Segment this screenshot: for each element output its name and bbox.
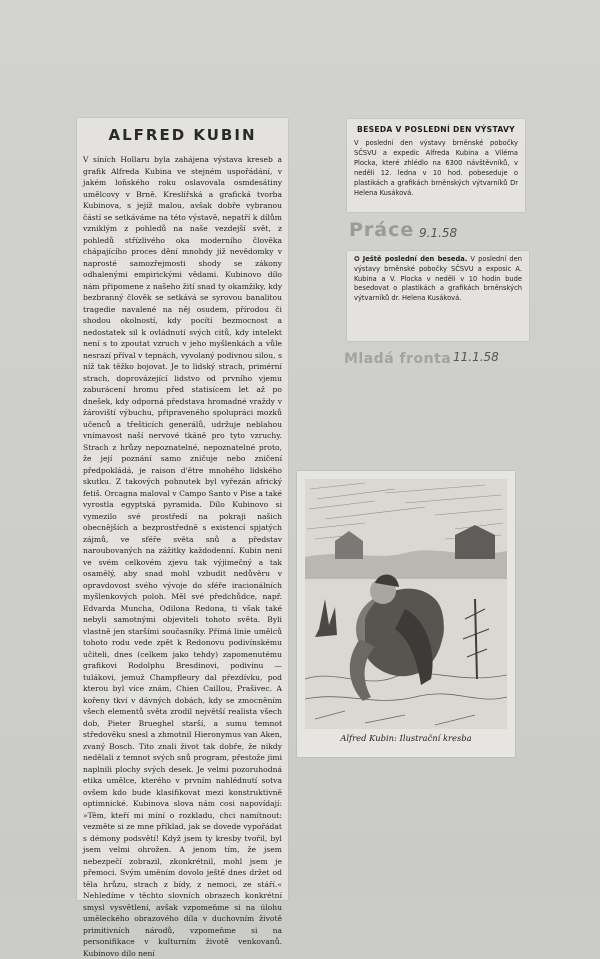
kubin-drawing (305, 479, 507, 729)
article-title: ALFRED KUBIN (108, 126, 257, 144)
handwritten-date-mlada-fronta: 11.1.58 (453, 350, 499, 364)
newspaper-stamp-prace: Práce (349, 219, 415, 241)
article-body: V síních Hollaru byla zahájena výstava kreseb a grafik Alfreda Kubina ve stejném uspořádání, v jakém loňského roku oslavovala osmdesátiny umělcovy v Brně. Kreslířská a grafická tvorba Kubinova, s jejíž malou, avšak dobře vybranou částí se setkáváme na této výstavě, nepatří k dílům vzniklým z pohledů na naše vezdejší svět, z pohledů střízlivého oka moderního člověka chápajícího proces dění mnohdy již nevědomky v naprosté samozřejmosti shody se zákony odhalenými empirickými vědami. Kubinovo dílo nám připomene z našeho žití snad ty okamžiky, kdy bezbranný člověk se setkává se syrovou banalitou tragedie navalené na něj osudem, přírodou či shodou okolností, kdy pocítí bezmocnost a nedostatek sil k ovládnutí svých citů, kdy intelekt není s to zpoutat vzruch v jeho myšlenkách a vůle nesrazí příval v tepnách, vyvolaný podivnou silou, s níž tak těžko bojovat. Je to lidský strach, primérní strach, doprovázející lidstvo od prvního vjemu zaburácení hromu před statisícem let až po dnešek, kdy odporná představa hromadné vraždy v žároviští výbuchu, připraveného spolupráci mozků učenců a třešticích generálů, udržuje neblahou vnímavost naší nervové tkáně pro tyto vzruchy. Strach z hrůzy nepoznatelné, nepoznatelné proto, že její poznání samo zničuje nebo zničení předpokládá, je raison d'être mnohého lidského skutku. Z takových pohnutek byl vyřezán africký fetiš. Orcagna maloval v Campo Santo v Pise a také vyrostla egyptská pyramida. Dílo Kubinovo si vymezilo své prostředí na pokraji našich obecnějších a bezprostředně s existencí spjatých zájmů, ve sféře světa snů a představ naroubovaných na zážitky každodenní. Kubin není ve svém celkovém zjevu tak výjimečný a tak osamělý, aby snad mohl vzbudit nedůvěru v opravdovost svého vývoje do sféře iracionálních myšlenkových poloh. Měl své předchůdce, např. Edvarda Muncha, Odilona Redona, ti však také nebyli samotnými objeviteli tohoto světa. Byli vlastně jen staršími současníky. Přímá linie umělců tohoto rodu vede zpět k Redonovu podivínskému učiteli, dnes (celkem jako tehdy) zapomenutému grafikovi Rodolphu Bresdinovi, podivínu — tulákovi, jemuž Champfleury dal přezdívku, pod kterou byl více znám, Chien Caillou, Prašivec. A kořeny tkví v dávných dobách, kdy se zmocněním všech elementů světa zrodil největší realista všech dob, Pieter Brueghel starší, a sumu temnot středověku snesl a zhmotnil Hieronymus van Aken, zvaný Bosch. Tito znali život tak dobře, že nikdy nedělali z temnot svých snů program, přestože jimi naplnili plochy svých desek. Je velmi pozoruhodná etika umělce, kterého v prvním nahlédnutí sotva ovšem kdo bude klasifikovat mezi konstruktivně optimnické. Kubinova slova nám cosi napovídají: »Těm, kteří mi míní o rozkladu, chci namítnout: vezměte si ze mne příklad, jak se dovede vypořádat s démony podsvětí! Když jsem ty kresby tvořil, byl jsem velmi ohrožen. A jenom tím, že jsem nebezpečí zobrazil, zkonkrétnil, mohl jsem je přemoci. Svým uměním dovolo ještě dnes držet od těla hrůzu, strach z bídy, z nemoci, ze stáří.« Nehledíme v těchto slovních obrazech konkrétní smysl vysvětlení, avšak vzpomeňme si na úlohu uměleckého obrazového díla v duchovním životě primitivních národů, vzpomeňme si na personifikace v kulturním životě venkovanů. Kubinovo dílo není (83, 155, 282, 958)
news-lead: Ještě poslední den beseda. (362, 255, 468, 263)
notice-title: BESEDA V POSLEDNÍ DEN VÝSTAVY (357, 125, 515, 134)
news-bullet-icon: ✪ (354, 255, 363, 263)
notice-clipping (347, 119, 525, 212)
article-clipping (77, 118, 288, 958)
illustration-caption: Alfred Kubin: Ilustrační kresba (340, 733, 472, 743)
illustration-clipping (297, 471, 515, 757)
notice-body: V poslední den výstavy brněnské pobočky SČSVU a expedic Alfreda Kubina a Viléma Plocka, které zhlédlo na 6300 návštěvníků, v neděli 12. ledna v 10 hod. pobeseduje o plastikách a grafikách brněnských výtvarníků Dr Helena Kusáková. (354, 139, 518, 197)
newspaper-stamp-mlada-fronta: Mladá fronta (344, 351, 452, 367)
handwritten-date-prace: 9.1.58 (419, 226, 458, 240)
news-clipping (347, 251, 529, 341)
news-body: V poslední den výstavy brněnské pobočky SČSVU a exposic A. Kubina a V. Plocka v neděli v 10 hodin bude besedovat o plastikách a grafikách brněnských výtvarníků dr. Helena Kusáková. (354, 255, 523, 303)
